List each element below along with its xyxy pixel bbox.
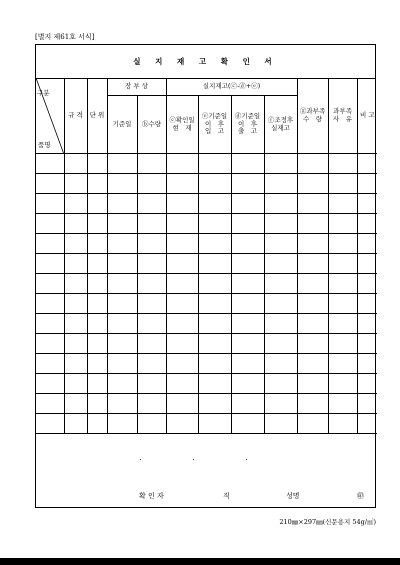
table-cell[interactable] (198, 234, 231, 254)
table-cell[interactable] (64, 234, 87, 254)
position-label: 직 (223, 492, 230, 500)
header-remarks: 비 고 (357, 78, 377, 154)
table-cell[interactable] (87, 394, 107, 414)
table-cell[interactable] (198, 194, 231, 214)
table-cell[interactable] (107, 294, 137, 314)
table-cell[interactable] (87, 294, 107, 314)
table-cell[interactable] (328, 334, 357, 354)
table-row (36, 294, 377, 314)
table-cell[interactable] (137, 274, 166, 294)
table-cell[interactable] (264, 154, 297, 174)
table-cell[interactable] (36, 234, 64, 254)
table-cell[interactable] (297, 194, 328, 214)
table-cell[interactable] (357, 294, 377, 314)
checker-label: 확 인 자 (139, 492, 164, 500)
table-row (36, 154, 377, 174)
header-after-out: ⓓ기준일 이 후 출 고 (231, 96, 264, 154)
table-cell[interactable] (264, 314, 297, 334)
table-cell[interactable] (64, 254, 87, 274)
table-cell[interactable] (64, 154, 87, 174)
table-cell[interactable] (198, 274, 231, 294)
table-cell[interactable] (231, 294, 264, 314)
table-cell[interactable] (198, 394, 231, 414)
table-cell[interactable] (87, 174, 107, 194)
table-cell[interactable] (297, 254, 328, 274)
header-confirm-current: ⓒ확인일 현 재 (166, 96, 198, 154)
table-cell[interactable] (166, 354, 198, 374)
table-cell[interactable] (297, 314, 328, 334)
table-cell[interactable] (107, 214, 137, 234)
table-cell[interactable] (137, 334, 166, 354)
header-category-cell (36, 78, 64, 154)
table-cell[interactable] (231, 354, 264, 374)
table-cell[interactable] (328, 194, 357, 214)
table-cell[interactable] (198, 294, 231, 314)
table-cell[interactable] (297, 374, 328, 394)
header-qty: ⓑ수량 (137, 96, 166, 154)
table-cell[interactable] (64, 214, 87, 234)
table-cell[interactable] (137, 214, 166, 234)
table-cell[interactable] (357, 314, 377, 334)
table-cell[interactable] (297, 354, 328, 374)
table-cell[interactable] (87, 234, 107, 254)
table-cell[interactable] (166, 174, 198, 194)
table-cell[interactable] (297, 294, 328, 314)
table-cell[interactable] (328, 374, 357, 394)
table-cell[interactable] (328, 314, 357, 334)
table-cell[interactable] (231, 254, 264, 274)
header-after-in: ⓔ기준일 이 후 입 고 (198, 96, 231, 154)
table-cell[interactable] (36, 314, 64, 334)
table-cell[interactable] (264, 374, 297, 394)
table-cell[interactable] (166, 194, 198, 214)
table-cell[interactable] (328, 294, 357, 314)
table-cell[interactable] (264, 194, 297, 214)
table-cell[interactable] (357, 374, 377, 394)
table-cell[interactable] (328, 254, 357, 274)
table-cell[interactable] (64, 174, 87, 194)
table-row (36, 254, 377, 274)
table-cell[interactable] (297, 334, 328, 354)
table-cell[interactable] (64, 394, 87, 414)
table-cell[interactable] (231, 274, 264, 294)
table-cell[interactable] (231, 234, 264, 254)
table-cell[interactable] (137, 154, 166, 174)
table-cell[interactable] (36, 334, 64, 354)
table-cell[interactable] (87, 374, 107, 394)
table-cell[interactable] (166, 214, 198, 234)
table-cell[interactable] (107, 274, 137, 294)
table-cell[interactable] (107, 234, 137, 254)
table-cell[interactable] (36, 154, 64, 174)
table-cell[interactable] (107, 334, 137, 354)
table-cell[interactable] (36, 274, 64, 294)
table-cell[interactable] (357, 174, 377, 194)
table-cell[interactable] (107, 354, 137, 374)
table-cell[interactable] (198, 154, 231, 174)
table-cell[interactable] (357, 354, 377, 374)
form-label: [별지 제61호 서식] (35, 33, 95, 41)
table-cell[interactable] (198, 314, 231, 334)
table-cell[interactable] (264, 334, 297, 354)
table-cell[interactable] (36, 194, 64, 214)
table-cell[interactable] (198, 374, 231, 394)
table-cell[interactable] (198, 174, 231, 194)
table-cell[interactable] (328, 174, 357, 194)
table-cell[interactable] (198, 354, 231, 374)
table-cell[interactable] (137, 354, 166, 374)
table-cell[interactable] (137, 254, 166, 274)
table-cell[interactable] (87, 314, 107, 334)
table-cell[interactable] (64, 274, 87, 294)
table-cell[interactable] (264, 274, 297, 294)
date-dots: . . . (139, 453, 272, 462)
table-cell[interactable] (166, 274, 198, 294)
table-cell[interactable] (107, 194, 137, 214)
table-cell[interactable] (36, 174, 64, 194)
table-cell[interactable] (264, 294, 297, 314)
table-cell[interactable] (357, 154, 377, 174)
table-row (36, 214, 377, 234)
table-row (36, 374, 377, 394)
table-cell[interactable] (357, 334, 377, 354)
header-excess-reason: 과부족 사 유 (328, 78, 357, 154)
table-cell[interactable] (198, 334, 231, 354)
signature-area (36, 426, 375, 508)
table-cell[interactable] (36, 254, 64, 274)
table-row (36, 314, 377, 334)
table-cell[interactable] (328, 354, 357, 374)
table-cell[interactable] (328, 154, 357, 174)
table-cell[interactable] (87, 194, 107, 214)
table-cell[interactable] (264, 214, 297, 234)
table-cell[interactable] (137, 194, 166, 214)
table-cell[interactable] (107, 394, 137, 414)
table-row (36, 194, 377, 214)
table-cell[interactable] (107, 374, 137, 394)
table-cell[interactable] (297, 274, 328, 294)
table-cell[interactable] (328, 394, 357, 414)
table-cell[interactable] (166, 154, 198, 174)
table-cell[interactable] (231, 394, 264, 414)
table-row (36, 274, 377, 294)
form-box (35, 44, 376, 508)
table-cell[interactable] (357, 214, 377, 234)
table-cell[interactable] (231, 194, 264, 214)
table-cell[interactable] (166, 334, 198, 354)
table-cell[interactable] (64, 314, 87, 334)
table-cell[interactable] (297, 394, 328, 414)
table-cell[interactable] (166, 314, 198, 334)
table-cell[interactable] (87, 254, 107, 274)
table-cell[interactable] (107, 254, 137, 274)
table-cell[interactable] (357, 254, 377, 274)
table-cell[interactable] (36, 354, 64, 374)
table-cell[interactable] (166, 374, 198, 394)
inventory-table (36, 78, 377, 434)
table-cell[interactable] (137, 394, 166, 414)
table-cell[interactable] (297, 174, 328, 194)
header-book: 장 부 상 (107, 78, 166, 96)
table-cell[interactable] (137, 294, 166, 314)
table-cell[interactable] (36, 214, 64, 234)
header-excess-qty: ⓖ과부족 수 량 (297, 78, 328, 154)
table-cell[interactable] (328, 274, 357, 294)
table-cell[interactable] (231, 154, 264, 174)
table-cell[interactable] (166, 234, 198, 254)
table-cell[interactable] (231, 174, 264, 194)
table-cell[interactable] (64, 194, 87, 214)
table-cell[interactable] (36, 374, 64, 394)
table-cell[interactable] (107, 154, 137, 174)
table-cell[interactable] (357, 194, 377, 214)
table-cell[interactable] (231, 314, 264, 334)
table-cell[interactable] (297, 214, 328, 234)
table-row (36, 394, 377, 414)
table-row (36, 334, 377, 354)
table-cell[interactable] (137, 174, 166, 194)
table-cell[interactable] (264, 234, 297, 254)
header-adjusted: ⓕ조정후 실재고 (264, 96, 297, 154)
table-cell[interactable] (64, 294, 87, 314)
table-cell[interactable] (264, 394, 297, 414)
table-cell[interactable] (87, 214, 107, 234)
table-cell[interactable] (264, 254, 297, 274)
table-cell[interactable] (231, 374, 264, 394)
seal-mark: ㊞ (357, 492, 364, 500)
table-cell[interactable] (166, 294, 198, 314)
table-cell[interactable] (357, 394, 377, 414)
name-label: 성명 (286, 492, 300, 500)
bottom-bar (0, 558, 400, 565)
table-cell[interactable] (357, 274, 377, 294)
table-cell[interactable] (198, 254, 231, 274)
table-cell[interactable] (357, 234, 377, 254)
table-cell[interactable] (198, 214, 231, 234)
table-cell[interactable] (297, 234, 328, 254)
table-row (36, 174, 377, 194)
table-cell[interactable] (166, 394, 198, 414)
table-cell[interactable] (36, 394, 64, 414)
table-cell[interactable] (328, 214, 357, 234)
table-cell[interactable] (297, 154, 328, 174)
table-cell[interactable] (264, 174, 297, 194)
header-category-label: 구분 (36, 89, 50, 97)
header-spec: 규 격 (64, 78, 87, 154)
table-cell[interactable] (107, 174, 137, 194)
table-cell[interactable] (137, 314, 166, 334)
table-cell[interactable] (64, 374, 87, 394)
table-cell[interactable] (36, 294, 64, 314)
paper-size-note: 210㎜×297㎜(신문용지 54g/㎡) (279, 518, 376, 526)
table-cell[interactable] (231, 214, 264, 234)
header-unit: 단 위 (87, 78, 107, 154)
header-actual-stock: 실지재고(ⓒ-ⓓ+ⓔ) (166, 78, 297, 96)
table-cell[interactable] (87, 354, 107, 374)
table-row (36, 354, 377, 374)
table-cell[interactable] (137, 374, 166, 394)
table-cell[interactable] (64, 354, 87, 374)
table-cell[interactable] (64, 334, 87, 354)
table-cell[interactable] (87, 334, 107, 354)
table-row (36, 234, 377, 254)
table-cell[interactable] (137, 234, 166, 254)
table-cell[interactable] (166, 254, 198, 274)
table-cell[interactable] (264, 354, 297, 374)
header-ref-date: 기준일 (107, 96, 137, 154)
table-cell[interactable] (107, 314, 137, 334)
table-cell[interactable] (231, 334, 264, 354)
table-cell[interactable] (87, 274, 107, 294)
form-title: 실 지 재 고 확 인 서 (36, 45, 375, 79)
table-cell[interactable] (87, 154, 107, 174)
header-item-name-label: 품명 (38, 140, 51, 149)
table-cell[interactable] (328, 234, 357, 254)
